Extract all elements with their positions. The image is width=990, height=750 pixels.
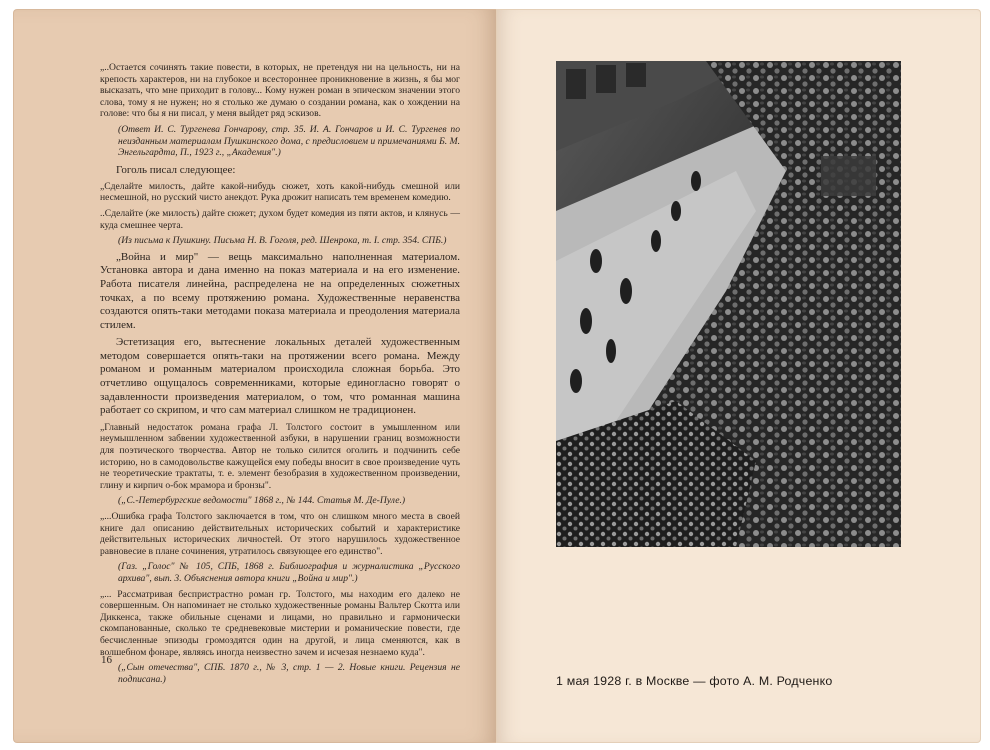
quote-turgenev: „..Остается сочинять такие повести, в которых, не претендуя ни на цельность, ни на крепость характеров, ни на глубокое и всестороннее проникновение в жизнь, я бы мог высказать, что мне приходит в голову... Кому нужен роман в эпическом значении этого слова, тому я не нужен; но я столько же думаю о создании романа, как о хождении на голове: что бы я ни писал, у меня выйдет ряд эскизов.: [100, 62, 460, 120]
source-syn-otechestva: („Сын отечества", СПБ. 1870 г., № 3, стр. 1 — 2. Новые книги. Рецензия не подписана.): [118, 662, 460, 685]
source-turgenev: (Ответ И. С. Тургенева Гончарову, стр. 35. И. А. Гончаров и И. С. Тургенев по неизданным материалам Пушкинского дома, с предисловием и примечаниями Б. М. Энгельгардта, П., 1923 г., „Академия".): [118, 123, 460, 159]
body-paragraph-1: „Война и мир" — вещь максимально наполненная материалом. Установка автора и дана именно на показ материала и на его изменение. Работа писателя линейна, распределена не на определенных сюжетных точках, а по всему протяжению романа. Художественные неравенства создаются опять-таки методами показа материала и преодоления материала стилем.: [100, 250, 460, 331]
source-golos: (Газ. „Голос" № 105, СПБ, 1868 г. Библиография и журналистика „Русского архива", вып. 3. Объяснения автора книги „Война и мир".): [118, 561, 460, 584]
source-vedomosti: („С.-Петербургские ведомости" 1868 г., № 144. Статья М. Де-Пуле.): [118, 495, 406, 507]
left-page-text: [100, 62, 460, 689]
body-paragraph-2: Эстетизация его, вытеснение локальных деталей художественным методом совершается опять-таки на протяжении всего романа. Между романом и романным материалом происходила сложная борьба. Это отчетливо ощущалось современниками, которые единогласно говорят о задавленности произведения материалом, о том, что романная машина работает со скрипом, и что сам материал слишком не традиционен.: [100, 336, 460, 417]
gogol-intro: Гоголь писал следующее:: [116, 163, 236, 176]
quote-gogol-2: ..Сделайте (же милость) дайте сюжет; духом будет комедия из пяти актов, и клянусь — куда смешнее черта.: [100, 207, 460, 231]
quote-gogol-1: „Сделайте милость, дайте какой-нибудь сюжет, хоть какой-нибудь смешной или несмешной, но русский чисто анекдот. Рука дрожит написать тем временем комедию.: [100, 180, 460, 204]
source-gogol: (Из письма к Пушкину. Письма Н. В. Гоголя, ред. Шенрока, т. I. стр. 354. СПБ.): [118, 235, 447, 247]
page-number: 16: [101, 654, 112, 666]
photo-caption: 1 мая 1928 г. в Москве — фото А. М. Родченко: [556, 674, 833, 688]
quote-tolstoy-3: „... Рассматривая беспристрастно роман гр. Толстого, мы находим его далеко не совершенным. Он напоминает не столько художественные романы Вальтер Скотта или Диккенса, также обильные сценами и лицами, но правильно и гармонически скомпанованные, сколько те средневековые мистерии и романические повести, где бесчисленные эпизоды громоздятся один на другой, и лица сменяются, как в волшебном фонаре, являясь иногда неизвестно зачем и исчезая незнаемо куда".: [100, 588, 460, 658]
crowd-photo: [556, 61, 901, 547]
quote-tolstoy-1: „Главный недостаток романа графа Л. Толстого состоит в умышленном или неумышленном забвении художественной азбуки, в нарушении границ возможности для поэтического творчества. Автор не только силится оголить и подчинить себе историю, но в самодовольстве кажущейся ему победы вносит в свое произведение чуть не теоретические трактаты, т. е. элемент безобразия в художественном произведении, глину и кирпич о-бок мрамора и бронзы".: [100, 421, 460, 491]
quote-tolstoy-2: „...Ошибка графа Толстого заключается в том, что он слишком много места в своей книге дал описанию действительных исторических событий и характеристике действительных исторических личностей. От этого нарушилось художественное равновесие в плане сочинения, утратилось связующее его единство".: [100, 511, 460, 557]
crowd-photo-image: [556, 61, 901, 547]
